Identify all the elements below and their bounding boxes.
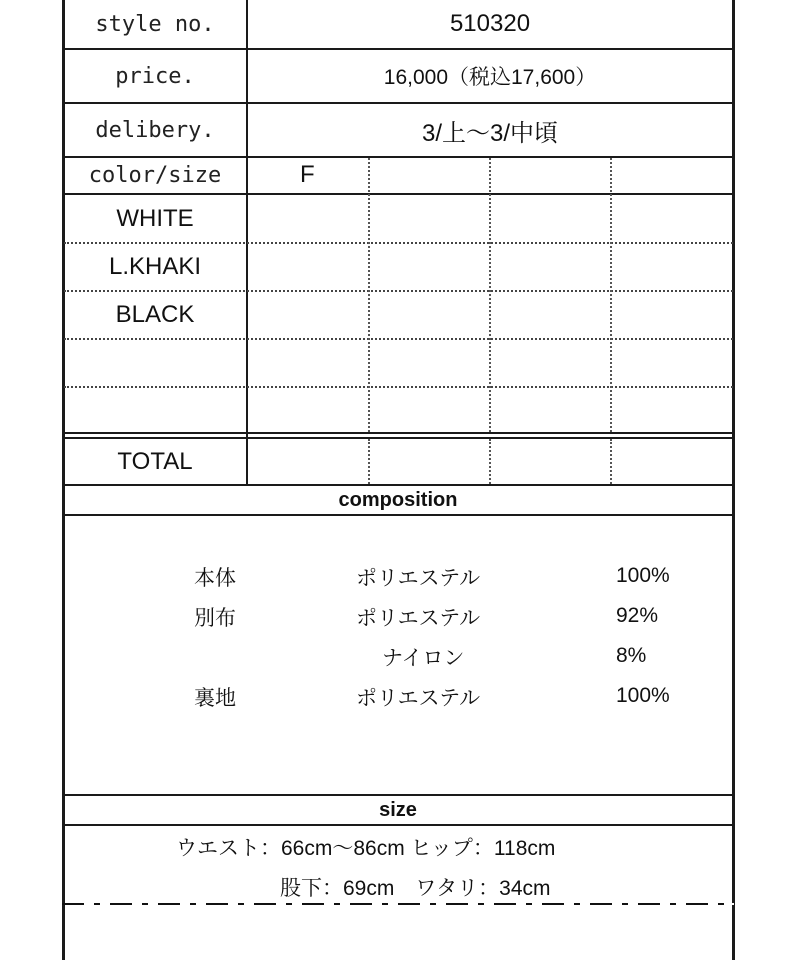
composition-percent: 8%: [616, 644, 647, 667]
color-row-white: WHITE: [116, 204, 194, 232]
divider: [62, 432, 735, 434]
composition-percent: 100%: [616, 564, 670, 587]
size-measurements-line1: ウエスト：66cm～86cm ヒップ：118cm: [176, 837, 556, 860]
right-border: [732, 0, 735, 960]
size-column-separator: [368, 158, 370, 432]
dash-dot-separator: [62, 903, 734, 905]
size-header-f: F: [300, 161, 315, 188]
composition-material: ポリエステル: [356, 687, 481, 710]
style-label: style no.: [95, 11, 215, 37]
delivery-label: delibery.: [95, 117, 215, 143]
size-column-separator: [489, 158, 491, 432]
price-value: 16,000（税込17,600）: [383, 66, 597, 89]
size-measurements-line2: 股下：69cm ワタリ：34cm: [280, 877, 551, 900]
divider: [62, 824, 735, 826]
composition-material: ポリエステル: [356, 567, 481, 590]
composition-part: 本体: [194, 567, 236, 590]
total-label: TOTAL: [117, 447, 193, 475]
size-column-separator: [610, 439, 612, 484]
price-label: price.: [115, 63, 195, 89]
composition-material: ポリエステル: [356, 607, 481, 630]
color-row-black: BLACK: [115, 301, 195, 328]
divider: [62, 514, 735, 516]
color-size-label: color/size: [88, 163, 222, 188]
row-separator: [64, 338, 733, 340]
composition-part: 別布: [194, 607, 236, 630]
size-section-title: size: [379, 798, 417, 821]
delivery-value: 3/上～3/中頃: [421, 119, 559, 147]
style-number: 510320: [449, 10, 531, 37]
composition-part: 裏地: [194, 687, 236, 710]
composition-title: composition: [338, 488, 458, 511]
composition-percent: 100%: [616, 684, 670, 707]
composition-percent: 92%: [616, 604, 659, 627]
size-column-separator: [610, 158, 612, 432]
size-column-separator: [489, 439, 491, 484]
color-row-lkhaki: L.KHAKI: [108, 253, 202, 280]
row-separator: [64, 386, 733, 388]
size-column-separator: [368, 439, 370, 484]
composition-material: ナイロン: [382, 647, 465, 670]
